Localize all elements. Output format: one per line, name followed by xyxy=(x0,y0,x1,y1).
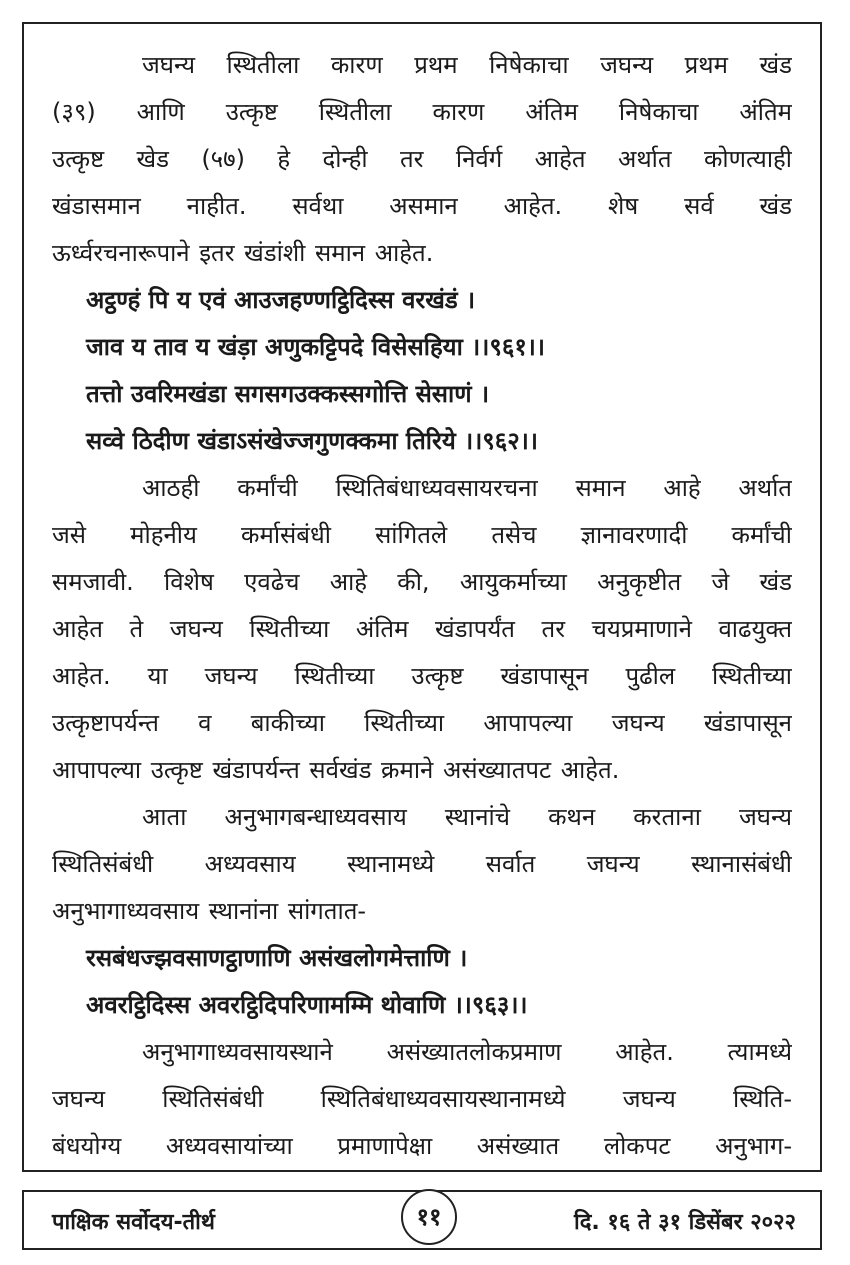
verse-line: तत्तो उवरिमखंडा सगसगउक्कस्सगोत्ति सेसाणं । xyxy=(86,380,490,408)
text-line: स्थितिसंबंधी अध्यवसाय स्थानामध्ये सर्वात जघन्य स्थानासंबंधी xyxy=(52,850,792,878)
text-line: अनुभागाध्यवसायस्थाने असंख्यातलोकप्रमाण आहेत. त्यामध्ये xyxy=(142,1038,792,1066)
verse-line: अट्ठण्हं पि य एवं आउजहण्णट्ठिदिस्स वरखंडं । xyxy=(86,286,476,314)
text-line: उत्कृष्ट खेड (५७) हे दोन्ही तर निर्वर्ग आहेत अर्थात कोणत्याही xyxy=(52,145,792,173)
verse-line: जाव य ताव य खंड़ा अणुकट्टिपदे विसेसहिया ।।९६१।। xyxy=(86,333,545,361)
text-line: आहेत. या जघन्य स्थितीच्या उत्कृष्ट खंडापासून पुढील स्थितीच्या xyxy=(52,662,792,690)
text-line: आहेत ते जघन्य स्थितीच्या अंतिम खंडापर्यंत तर चयप्रमाणाने वाढयुक्त xyxy=(52,615,792,643)
paragraph-4 xyxy=(52,1029,792,1170)
issue-date: दि. १६ ते ३१ डिसेंबर २०२२ xyxy=(574,1210,796,1235)
text-line: (३९) आणि उत्कृष्ट स्थितीला कारण अंतिम निषेकाचा अंतिम xyxy=(52,98,792,126)
text-line: आता अनुभागबन्धाध्यवसाय स्थानांचे कथन करताना जघन्य xyxy=(142,803,792,831)
text-line: ऊर्ध्वरचनारूपाने इतर खंडांशी समान आहेत. xyxy=(52,239,434,267)
text-line: जघन्य स्थितिसंबंधी स्थितिबंधाध्यवसायस्थानामध्ये जघन्य स्थिति- xyxy=(52,1085,792,1113)
text-line: जघन्य स्थितीला कारण प्रथम निषेकाचा जघन्य प्रथम खंड xyxy=(142,51,792,79)
verse-line: रसबंधज्झवसाणट्ठाणाणि असंखलोगमेत्ताणि । xyxy=(86,944,468,972)
verse-block-2 xyxy=(52,935,792,1029)
verse-line: सव्वे ठिदीण खंडाऽसंखेज्जगुणक्कमा तिरिये ।।९६२।। xyxy=(86,427,538,455)
text-line: खंडासमान नाहीत. सर्वथा असमान आहेत. शेष सर्व खंड xyxy=(52,192,792,220)
paragraph-2 xyxy=(52,465,792,794)
text-line: समजावी. विशेष एवढेच आहे की, आयुकर्माच्या अनुकृष्टीत जे खंड xyxy=(52,568,792,596)
publication-name: पाक्षिक सर्वोदय-तीर्थ xyxy=(52,1210,215,1235)
paragraph-1 xyxy=(52,42,792,277)
verse-block-1 xyxy=(52,277,792,465)
paragraph-3 xyxy=(52,794,792,935)
text-line: बंधयोग्य अध्यवसायांच्या प्रमाणापेक्षा असंख्यात लोकपट अनुभाग- xyxy=(52,1132,792,1160)
text-line: आठही कर्मांची स्थितिबंधाध्यवसायरचना समान आहे अर्थात xyxy=(142,474,792,502)
page-content xyxy=(22,22,822,1172)
text-line: अनुभागाध्यवसाय स्थानांना सांगतात- xyxy=(52,897,367,925)
verse-line: अवरट्ठिदिस्स अवरट्ठिदिपरिणामम्मि थोवाणि ।।९६३।। xyxy=(86,991,528,1019)
text-line: जसे मोहनीय कर्मासंबंधी सांगितले तसेच ज्ञानावरणादी कर्मांची xyxy=(52,521,792,549)
text-line: आपापल्या उत्कृष्ट खंडापर्यन्त सर्वखंड क्रमाने असंख्यातपट आहेत. xyxy=(52,756,620,784)
page-number-badge: ११ xyxy=(401,1189,457,1245)
page-footer xyxy=(22,1190,822,1250)
text-line: उत्कृष्टापर्यन्त व बाकीच्या स्थितीच्या आपापल्या जघन्य खंडापासून xyxy=(52,709,792,737)
